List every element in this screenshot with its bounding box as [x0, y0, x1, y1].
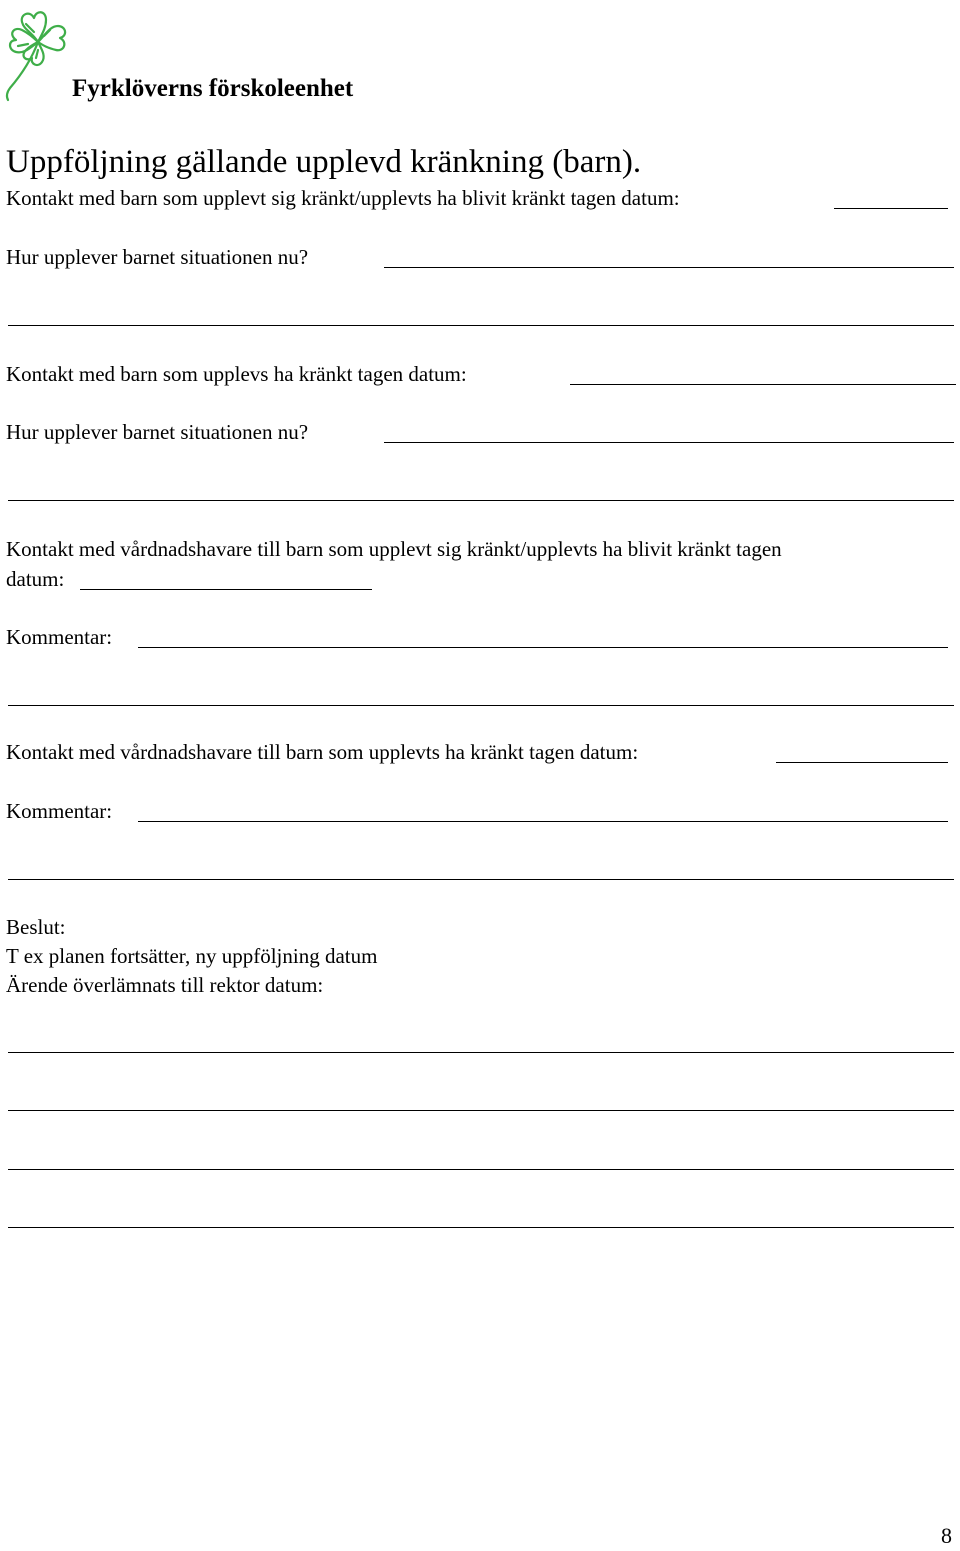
comment-field-line[interactable] [138, 647, 948, 648]
contact-guardian-victim-date-label: datum: [6, 567, 65, 591]
org-name: Fyrklöverns förskoleenhet [72, 75, 354, 102]
answer-field-line[interactable] [384, 442, 954, 443]
comment-2-label: Kommentar: [6, 799, 113, 823]
notes-field-line[interactable] [8, 1110, 954, 1111]
answer-field-line[interactable] [8, 325, 954, 326]
date-field-line[interactable] [834, 208, 948, 209]
notes-field-line[interactable] [8, 1052, 954, 1053]
page-number: 8 [941, 1523, 952, 1548]
question-2-label: Hur upplever barnet situationen nu? [6, 420, 309, 444]
date-field-line[interactable] [776, 762, 948, 763]
comment-field-line[interactable] [8, 879, 954, 880]
comment-field-line[interactable] [138, 821, 948, 822]
question-1-label: Hur upplever barnet situationen nu? [6, 245, 309, 269]
contact-guardian-victim-label: Kontakt med vårdnadshavare till barn som upplevt sig kränkt/upplevts ha blivit kränkt tagen [6, 537, 782, 561]
handover-label: Ärende överlämnats till rektor datum: [6, 973, 324, 997]
comment-1-label: Kommentar: [6, 625, 113, 649]
contact-child-victim-label: Kontakt med barn som upplevt sig kränkt/upplevts ha blivit kränkt tagen datum: [6, 186, 680, 210]
notes-field-line[interactable] [8, 1227, 954, 1228]
date-field-line[interactable] [570, 384, 956, 385]
answer-field-line[interactable] [8, 500, 954, 501]
decision-label: Beslut: [6, 915, 66, 939]
contact-child-offender-label: Kontakt med barn som upplevs ha kränkt tagen datum: [6, 362, 467, 386]
page-title: Uppföljning gällande upplevd kränkning (barn). [6, 144, 642, 180]
decision-example: T ex planen fortsätter, ny uppföljning datum [6, 944, 378, 968]
notes-field-line[interactable] [8, 1169, 954, 1170]
date-field-line[interactable] [80, 589, 372, 590]
four-leaf-clover-icon [2, 2, 74, 102]
answer-field-line[interactable] [384, 267, 954, 268]
contact-guardian-offender-label: Kontakt med vårdnadshavare till barn som upplevts ha kränkt tagen datum: [6, 740, 639, 764]
comment-field-line[interactable] [8, 705, 954, 706]
